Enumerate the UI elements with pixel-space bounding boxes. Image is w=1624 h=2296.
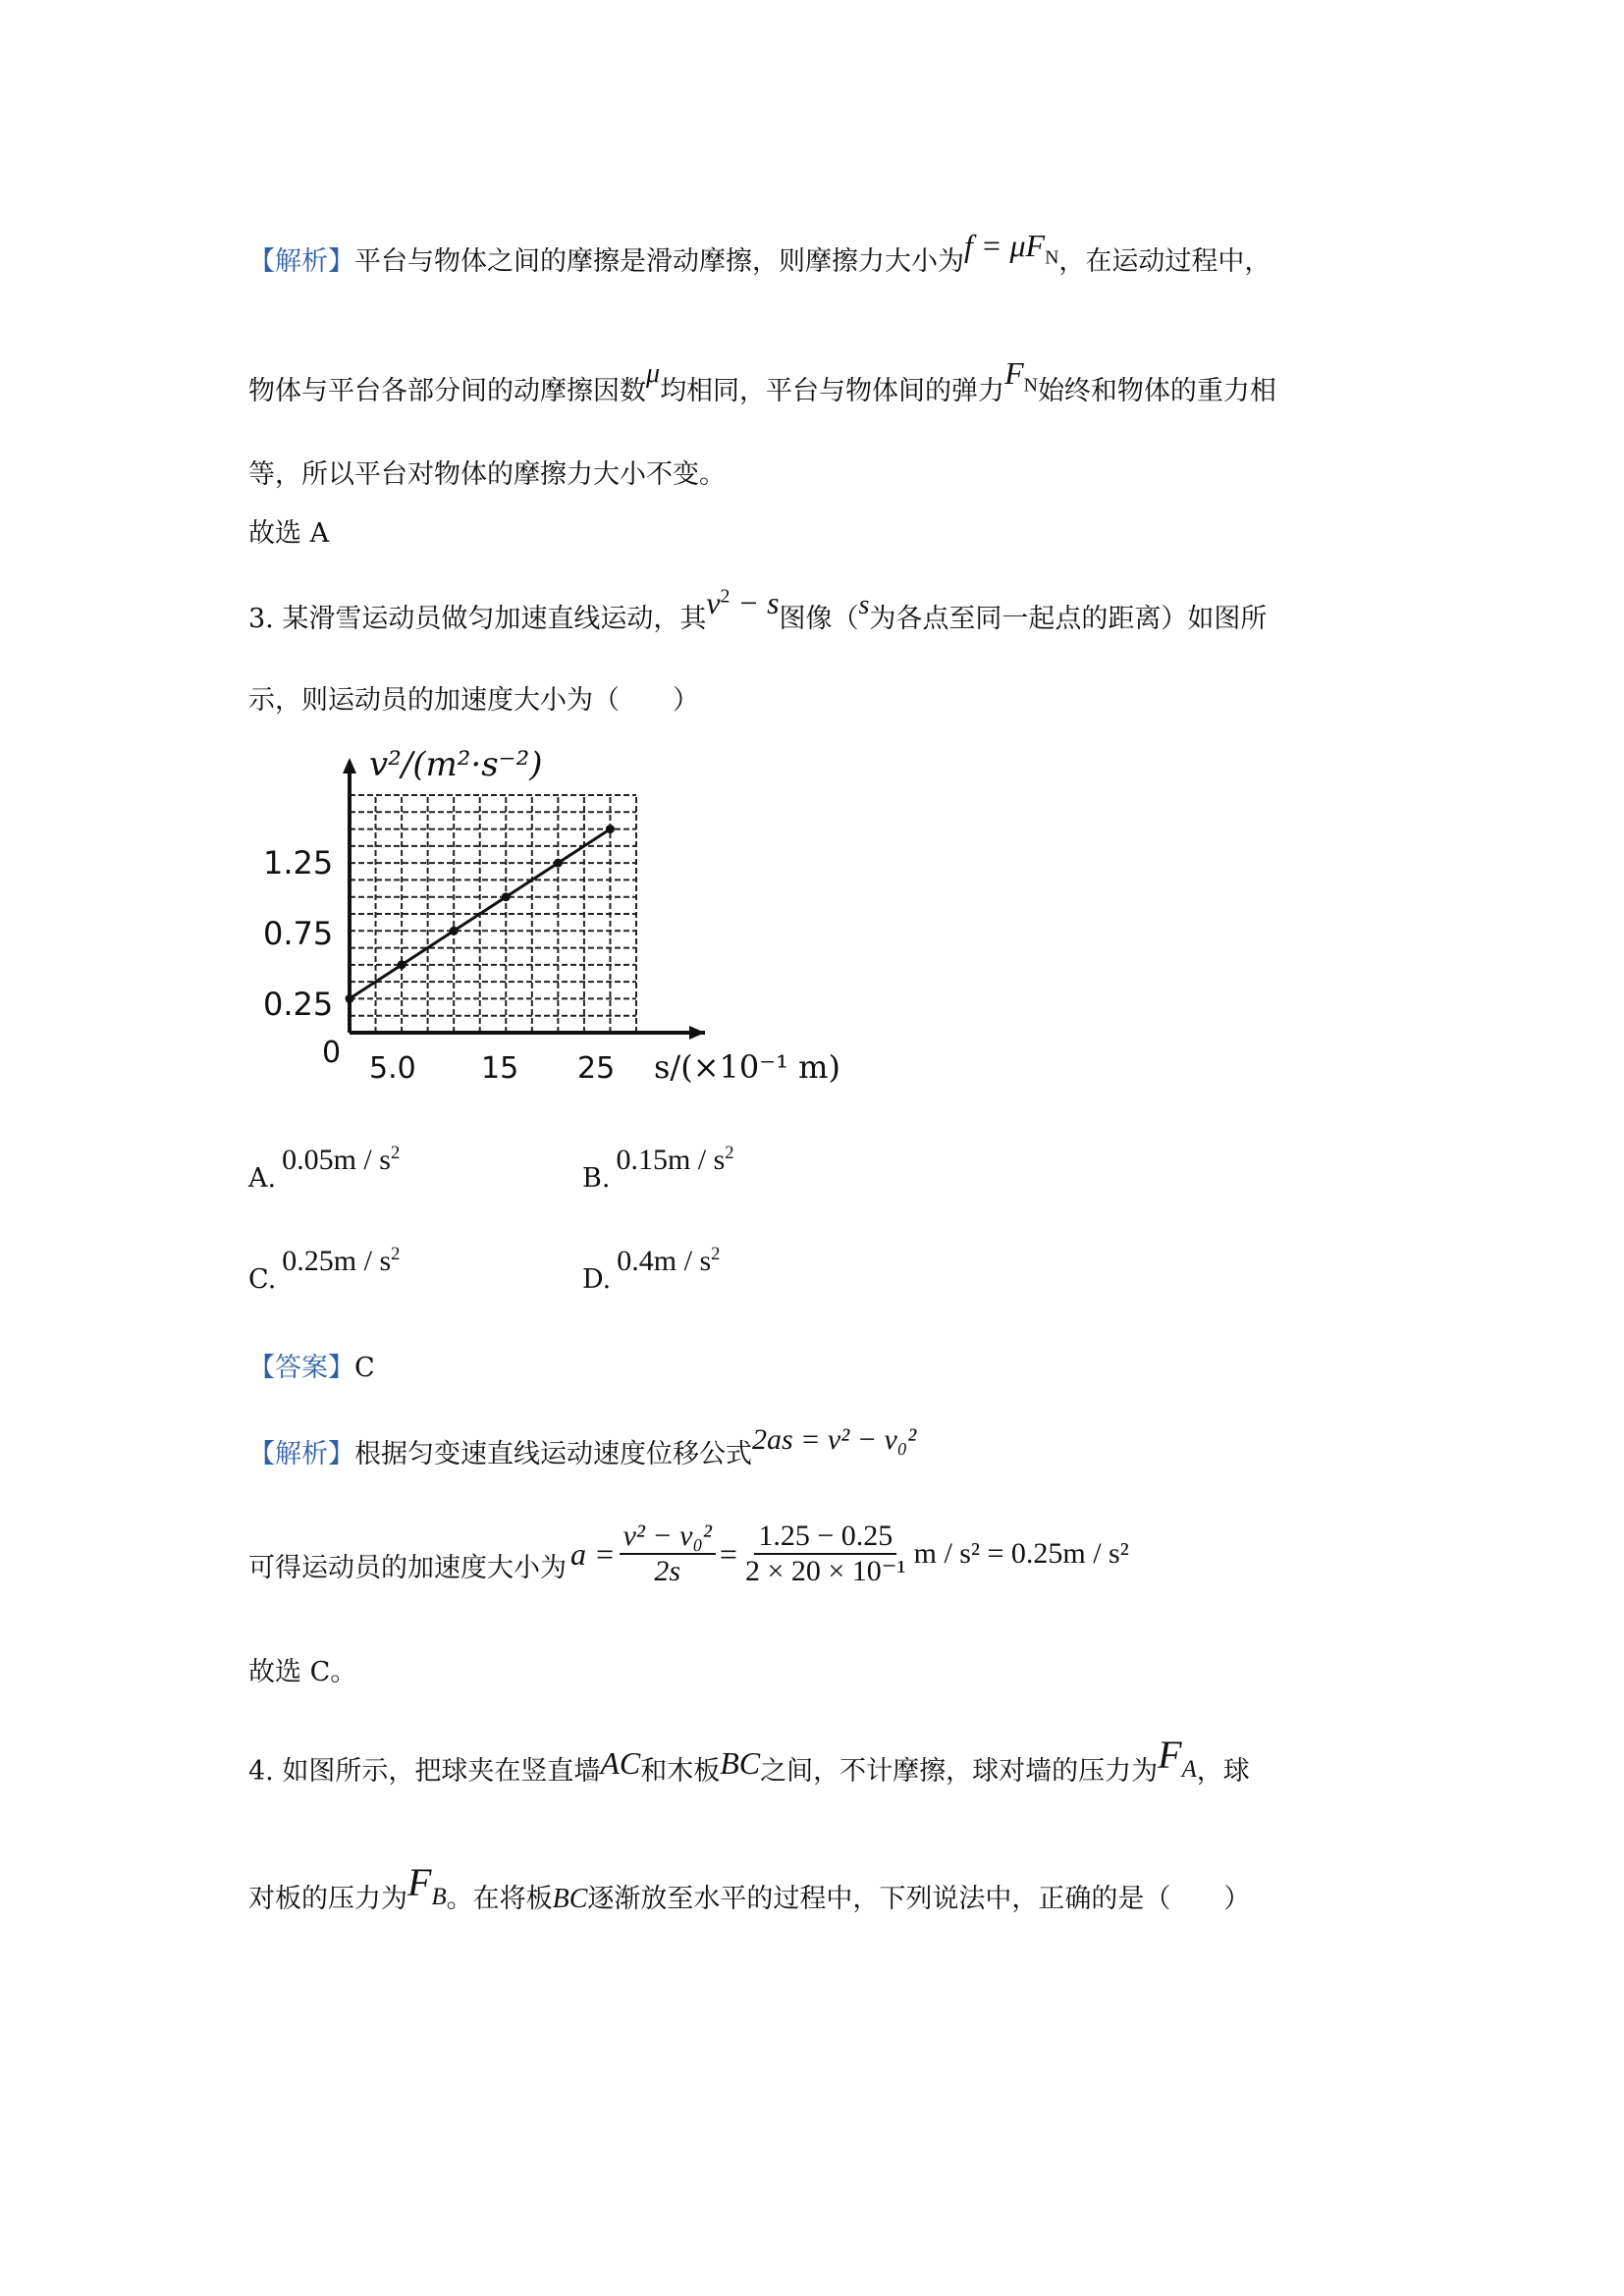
answer-tag: 【答案】 [248,1353,354,1383]
analysis-line-3: 等，所以平台对物体的摩擦力大小不变。 [248,459,726,490]
option-c[interactable] [248,1244,401,1296]
text: 为各点至同一起点的距离）如图所 [869,604,1268,634]
y-axis-arrow [343,758,356,774]
text: 之间，不计摩擦，球对墙的压力为 [760,1756,1159,1787]
option-b-letter: B. [582,1163,611,1194]
text: 图像（ [779,604,859,634]
analysis-text-tail: ，在运动过程中， [1058,246,1272,277]
option-b-value: $0.15m / s^2$ [616,1143,734,1176]
option-a[interactable] [248,1143,401,1195]
fraction-symbolic: $\frac{\text{v² − v₀²}}{2s}$ [620,1522,716,1586]
analysis-text: 平台与物体之间的摩擦是滑动摩擦，则摩擦力大小为 [354,246,964,277]
question-3-line-1 [248,585,1268,634]
analysis-tag: 【解析】 [248,246,354,277]
text: 逐渐放至水平的过程中，下列说法中，正确的是（ ） [587,1884,1251,1914]
y-axis-label: v²/(m²·s⁻²) [369,748,543,784]
option-d-letter: D. [582,1264,612,1295]
text: 对板的压力为 [248,1884,407,1914]
mu-symbol: μ [646,358,661,389]
option-d[interactable] [582,1244,721,1296]
x-tick-label-2: 25 [577,1051,616,1086]
bc-label-2: BC [552,1884,588,1914]
option-c-value: $0.25m / s^2$ [282,1244,401,1277]
text: 物体与平台各部分间的动摩擦因数 [248,376,646,406]
question-4-line-2 [248,1860,1251,1914]
y-tick-label-1: 0.75 [263,915,334,952]
analysis-calc-line [248,1510,1129,1598]
data-point [606,825,615,833]
text: 。在将板 [446,1884,553,1914]
x-tick-label-1: 15 [481,1051,519,1086]
option-a-letter: A. [248,1163,277,1194]
s-symbol: s [858,590,870,620]
chart-grid [350,795,636,1033]
text: 始终和物体的重力相 [1037,376,1276,406]
v2-s-chart [253,748,901,1101]
friction-formula: $f = \mu F_N$ [964,228,1059,269]
conclusion-line: 故选 C。 [248,1657,357,1687]
data-point [450,927,459,935]
text: 4. 如图所示，把球夹在竖直墙 [248,1756,601,1787]
text: 3. 某滑雪运动员做匀加速直线运动，其 [248,604,707,634]
text: ，球 [1196,1756,1250,1787]
option-d-value: $0.4m / s^2$ [617,1244,721,1277]
data-point [346,994,354,1003]
analysis-formula-line [248,1423,917,1469]
fa-symbol: $F_A$ [1158,1733,1197,1783]
x-axis-label: s/(×10⁻¹ m) [654,1048,840,1086]
analysis-line-2 [248,355,1276,406]
fraction-numeric: $\frac{1.25 - 0.25}{\text{2 × 20 × 10⁻¹}}$ [744,1520,906,1587]
analysis-tag-2: 【解析】 [248,1439,354,1469]
data-point [502,892,511,901]
option-a-value: $0.05m / s^2$ [282,1143,401,1176]
data-point [554,859,563,868]
text: 和木板 [640,1756,721,1787]
data-point [398,960,406,969]
text: 根据匀变速直线运动速度位移公式 [354,1439,752,1469]
x-axis-arrow [689,1026,705,1040]
text: 均相同，平台与物体间的弹力 [660,376,1005,406]
option-c-letter: C. [248,1264,277,1295]
acceleration-result: m / s² = 0.25m / s² [913,1537,1129,1570]
ac-label: AC [600,1745,641,1781]
analysis-line-1 [248,228,1272,277]
x-tick-label-0: 5.0 [369,1051,416,1086]
question-4-line-1 [248,1733,1250,1787]
choose-a-line: 故选 A [248,518,330,549]
origin-label: 0 [322,1036,342,1070]
text: 可得运动员的加速度大小为 [248,1552,567,1583]
equals-sign: = [719,1536,737,1572]
fn-symbol: $F_N$ [1004,355,1038,397]
y-tick-label-0: 0.25 [263,986,334,1023]
a-equals: a = [570,1536,616,1572]
bc-label: BC [720,1745,761,1781]
kinematics-formula: 2as = v² − v₀² [752,1423,917,1456]
fb-symbol: $F_B$ [407,1860,447,1910]
v2-s-expression: $v^2 - s$ [706,585,780,620]
answer-line [248,1355,375,1381]
y-tick-label-2: 1.25 [263,844,334,881]
chart-axes [343,758,705,1040]
question-3-line-2: 示，则运动员的加速度大小为（ ） [248,685,699,716]
answer-value: C [354,1353,375,1383]
option-b[interactable] [582,1143,734,1195]
